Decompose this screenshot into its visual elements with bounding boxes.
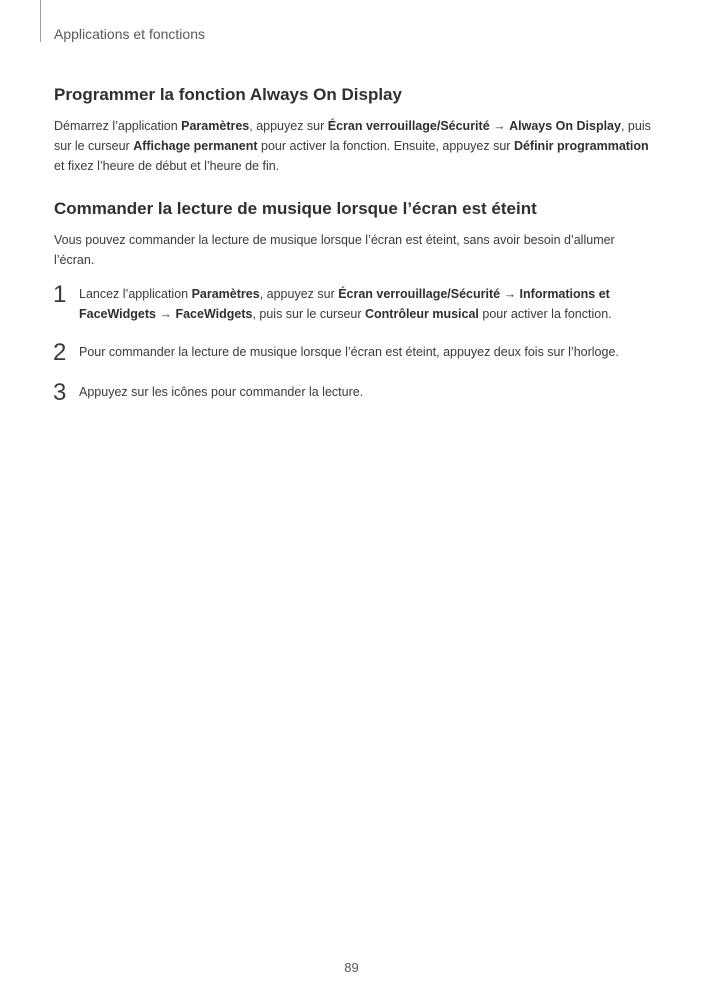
step-number: 3 xyxy=(53,379,67,406)
section-title-always-on-display: Programmer la fonction Always On Display xyxy=(54,85,402,104)
step-text: Appuyez sur les icônes pour commander la lecture. xyxy=(79,385,364,399)
text-run: Lancez l’application xyxy=(79,287,192,301)
text-run: , puis sur le curseur xyxy=(54,119,651,153)
step-item xyxy=(53,379,654,406)
arrow-separator: → xyxy=(156,307,176,321)
arrow-separator: → xyxy=(489,119,510,133)
bold-term: Paramètres xyxy=(191,287,260,301)
step-number: 1 xyxy=(53,281,67,308)
section-intro-music-control: Vous pouvez commander la lecture de musique lorsque l’écran est éteint, sans avoir besoin d’allumer l’écran. xyxy=(54,233,615,267)
bold-term: Définir programmation xyxy=(513,139,649,153)
bold-term: Paramètres xyxy=(181,119,250,133)
page-content xyxy=(54,84,654,422)
bold-term: Affichage permanent xyxy=(133,139,258,153)
text-run: Démarrez l’application xyxy=(54,119,182,133)
chapter-header: Applications et fonctions xyxy=(54,26,205,42)
bold-term: Always On Display xyxy=(509,119,621,133)
arrow-separator: → xyxy=(500,287,520,301)
text-run: pour activer la fonction. xyxy=(478,307,612,321)
text-run: , puis sur le curseur xyxy=(252,307,365,321)
section-paragraph-always-on-display xyxy=(54,116,654,176)
bold-term: Informations et FaceWidgets xyxy=(79,287,610,321)
step-number: 2 xyxy=(53,339,67,366)
text-run: et fixez l’heure de début et l’heure de fin. xyxy=(54,159,280,173)
bold-term: Écran verrouillage/Sécurité xyxy=(338,287,501,301)
bold-term: Contrôleur musical xyxy=(365,307,479,321)
step-item xyxy=(53,281,654,324)
bold-term: FaceWidgets xyxy=(175,307,253,321)
step-item xyxy=(53,339,654,366)
text-run: , appuyez sur xyxy=(249,119,328,133)
text-run: pour activer la fonction. Ensuite, appuyez sur xyxy=(257,139,514,153)
page-number: 89 xyxy=(344,960,359,975)
section-title-music-control: Commander la lecture de musique lorsque l’écran est éteint xyxy=(54,199,537,218)
text-run: , appuyez sur xyxy=(259,287,339,301)
bold-term: Écran verrouillage/Sécurité xyxy=(327,119,490,133)
header-divider xyxy=(40,0,41,42)
step-text: Pour commander la lecture de musique lorsque l’écran est éteint, appuyez deux fois sur l’horloge. xyxy=(79,345,619,359)
step-text xyxy=(79,284,654,324)
